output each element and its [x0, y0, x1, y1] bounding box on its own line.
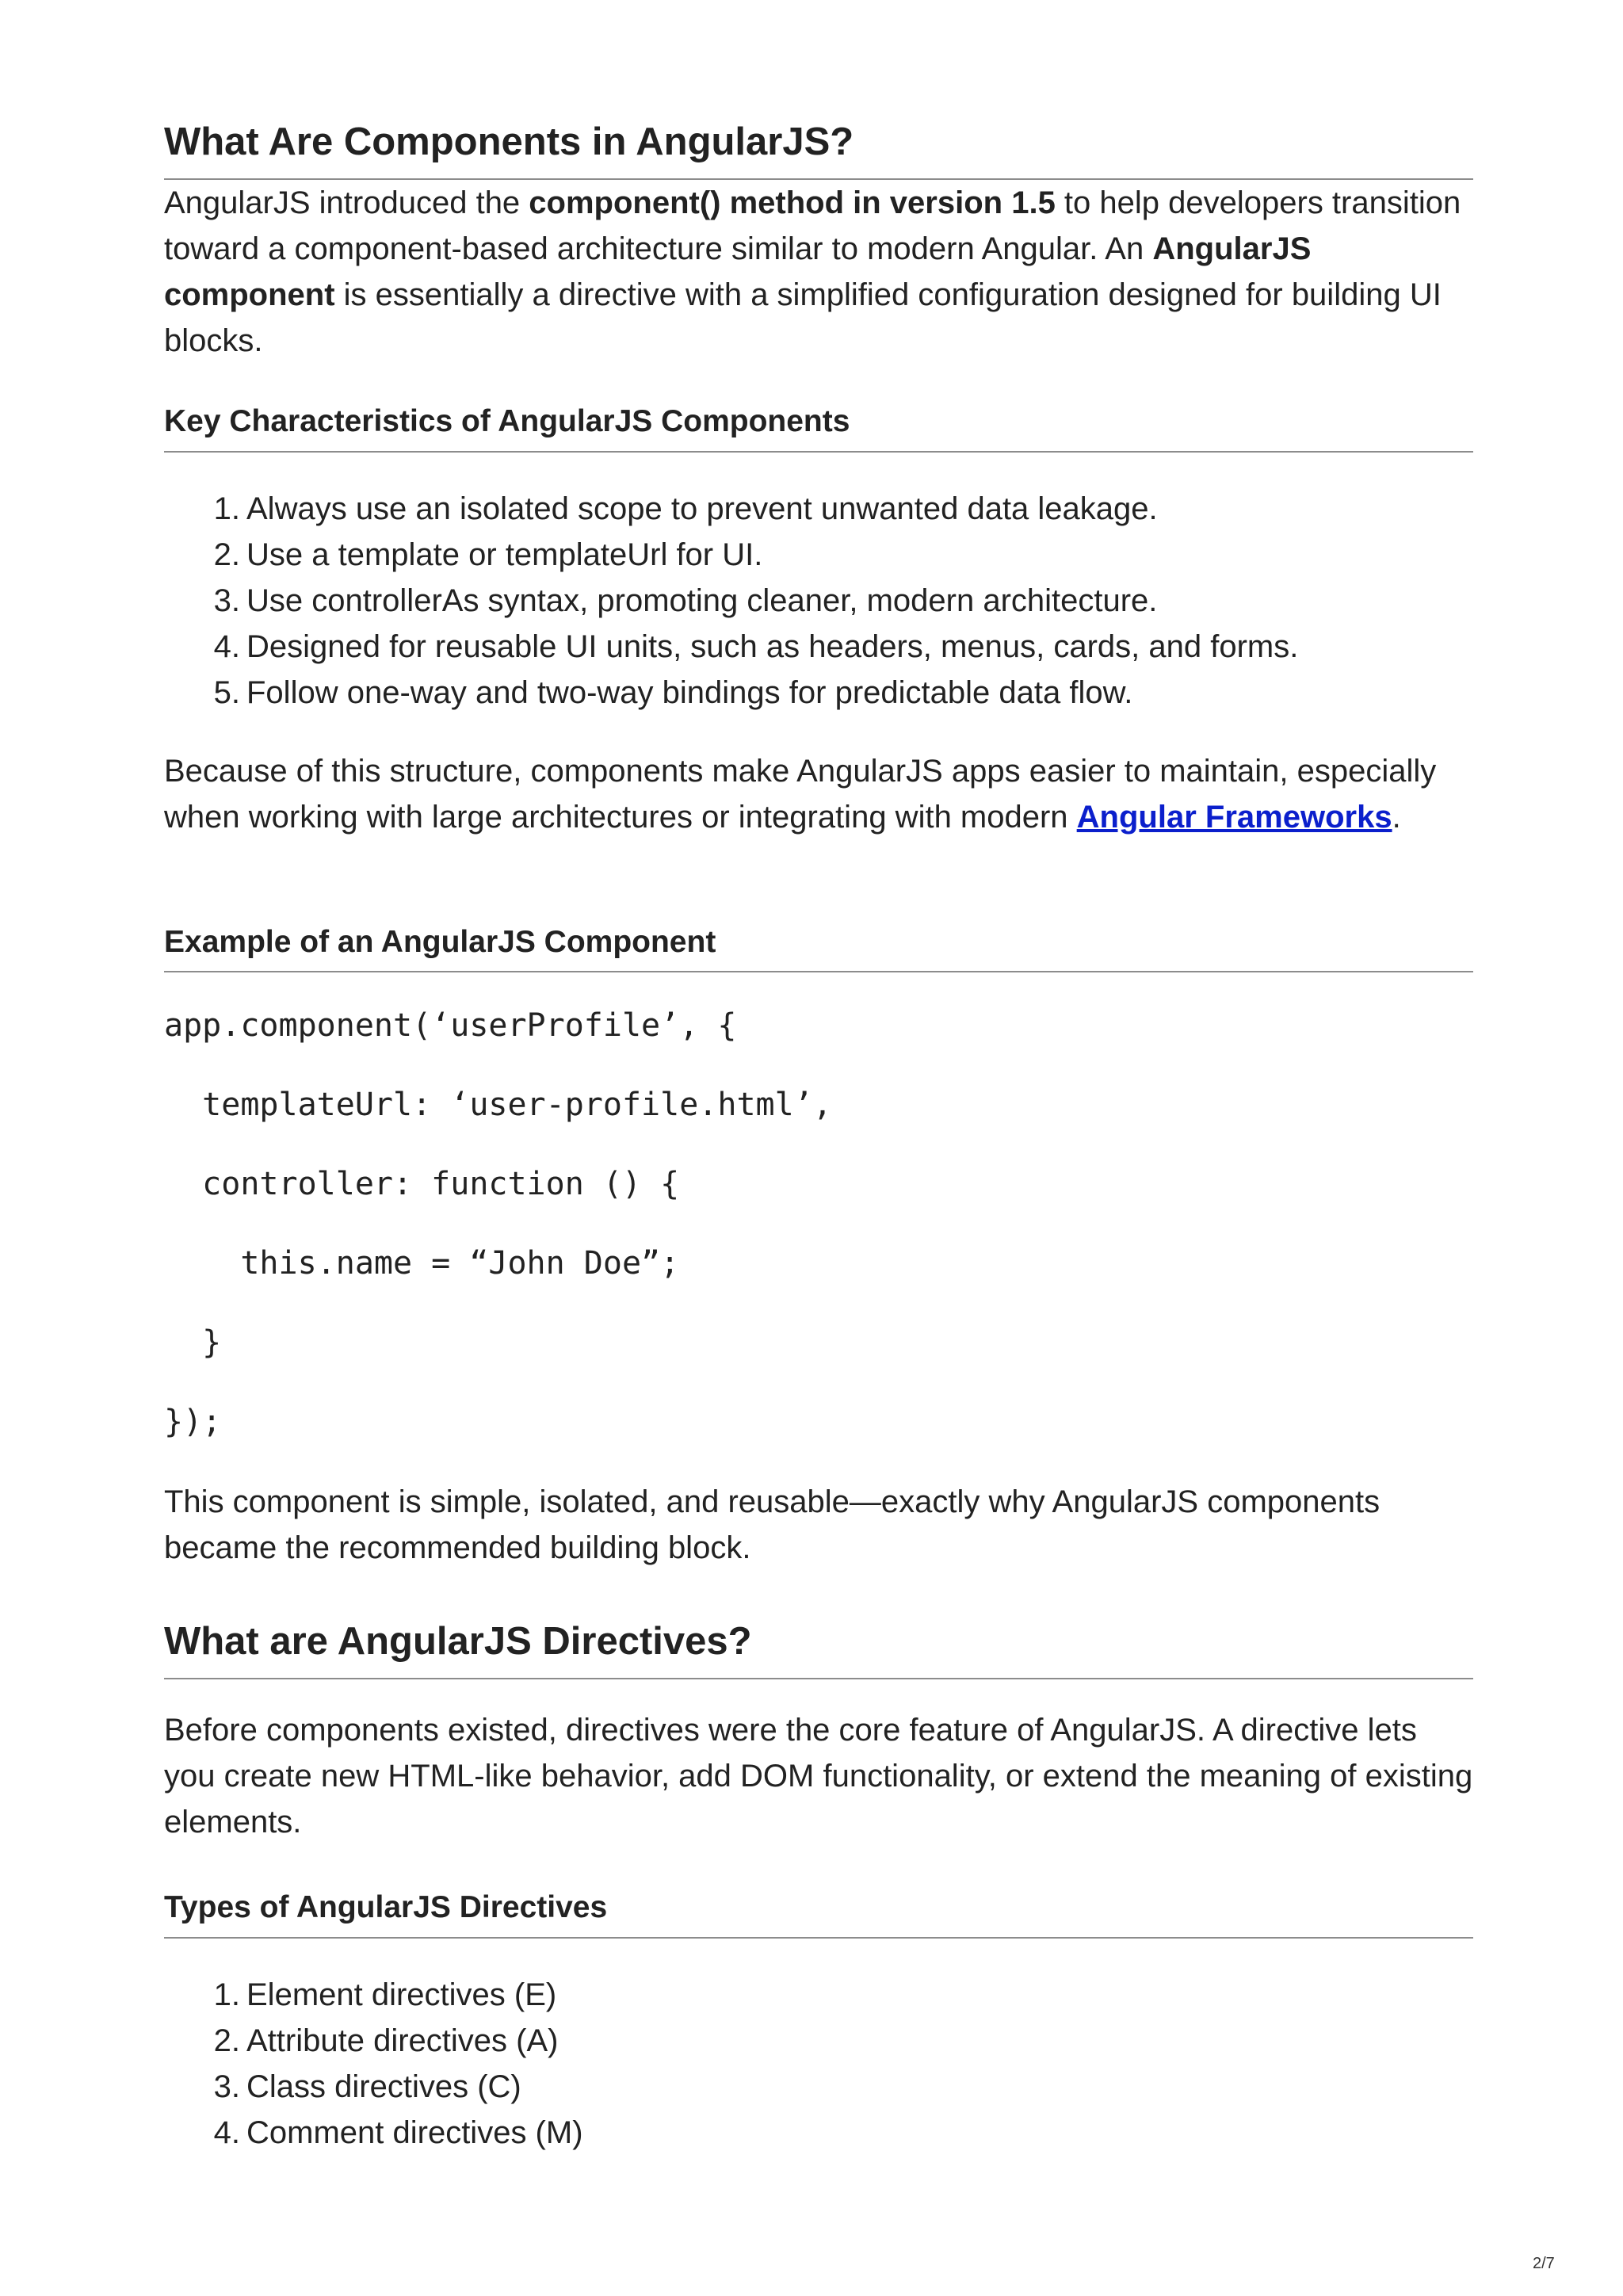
intro-text-2: to help developers transition toward a component-based architecture similar to modern Angular. An [164, 185, 1461, 266]
subheading-key-characteristics: Key Characteristics of AngularJS Components [164, 404, 850, 438]
list-item: 1. Element directives (E) [213, 1977, 557, 2012]
list-item: 3. Class directives (C) [213, 2069, 521, 2104]
subheading-rule [164, 1937, 1473, 1939]
list-item: 4. Comment directives (M) [213, 2115, 583, 2150]
list-item: 3. Use controllerAs syntax, promoting cleaner, modern architecture. [213, 583, 1158, 618]
code-line: } [164, 1324, 222, 1361]
subheading-rule [164, 451, 1473, 453]
code-line: controller: function () { [164, 1166, 680, 1202]
heading-rule [164, 1678, 1473, 1679]
list-item: 2. Use a template or templateUrl for UI. [213, 537, 763, 572]
subheading-rule [164, 971, 1473, 972]
intro-bold-2: AngularJS component [164, 231, 1312, 312]
key-characteristics-list [164, 486, 1473, 716]
code-line: this.name = “John Doe”; [164, 1245, 680, 1282]
section-heading-directives: What are AngularJS Directives? [164, 1620, 752, 1663]
component-summary-paragraph: This component is simple, isolated, and reusable—exactly why AngularJS components became the recommended building block. [164, 1484, 1381, 1565]
code-line: app.component(‘userProfile’, { [164, 1007, 737, 1044]
subheading-directive-types: Types of AngularJS Directives [164, 1890, 608, 1924]
intro-bold-1: component() method in version 1.5 [529, 185, 1056, 220]
directives-intro-paragraph: Before components existed, directives were the core feature of AngularJS. A directive lets you create new HTML-like behavior, add DOM functionality, or extend the meaning of existing elements. [164, 1713, 1473, 1839]
structure-paragraph [164, 748, 1473, 840]
structure-text-2: . [1392, 800, 1401, 835]
code-line: }); [164, 1404, 222, 1440]
list-item: 2. Attribute directives (A) [213, 2023, 559, 2058]
code-line: templateUrl: ‘user-profile.html’, [164, 1087, 832, 1123]
directive-types-list [164, 1972, 1473, 2156]
page-number: 2/7 [1533, 2255, 1555, 2272]
components-intro-paragraph [164, 180, 1473, 364]
subheading-example: Example of an AngularJS Component [164, 925, 716, 959]
structure-text-1: Because of this structure, components make AngularJS apps easier to maintain, especially when working with large architectures or integrating with modern [164, 754, 1437, 835]
list-item: 1. Always use an isolated scope to prevent unwanted data leakage. [213, 491, 1158, 526]
list-item: 4. Designed for reusable UI units, such as headers, menus, cards, and forms. [213, 629, 1299, 664]
intro-text-1: AngularJS introduced the [164, 185, 529, 220]
list-item: 5. Follow one-way and two-way bindings for predictable data flow. [213, 675, 1133, 710]
intro-text-3: is essentially a directive with a simplified configuration designed for building UI blocks. [164, 277, 1442, 358]
angular-frameworks-link[interactable]: Angular Frameworks [1076, 800, 1392, 835]
section-heading-components: What Are Components in AngularJS? [164, 120, 854, 163]
